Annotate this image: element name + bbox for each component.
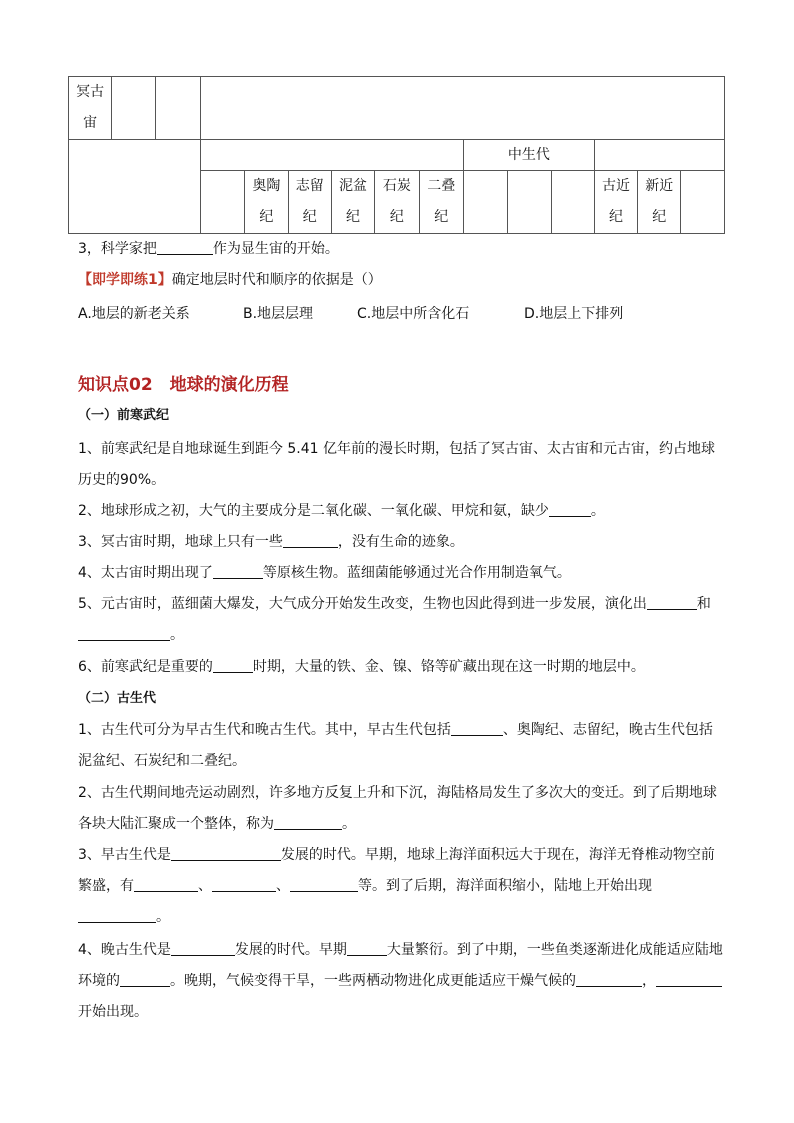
table-cell (463, 171, 507, 234)
table-cell (508, 171, 551, 234)
paragraph-4: 4、晚古生代是 发展的时代。早期 大量繁衍。到了中期，一些鱼类逐渐进化成能适应陆地环境的 。晚期，气候变得干旱，一些两栖动物进化成更能适应干燥气候的 ，开始出现。 (78, 942, 723, 1020)
table-cell (200, 171, 244, 234)
answer-blank[interactable] (157, 240, 213, 255)
paragraph-3: 3、冥古宙时期，地球上只有一些 ，没有生命的迹象。 (78, 534, 464, 550)
answer-blank[interactable] (134, 877, 198, 892)
table-cell (69, 140, 201, 234)
answer-blank[interactable] (549, 502, 591, 517)
answer-blank[interactable] (120, 972, 170, 987)
table-cell-period: 志留纪 (288, 171, 331, 234)
answer-blank[interactable] (213, 564, 263, 579)
option-d[interactable]: D.地层上下排列 (524, 306, 624, 322)
option-c[interactable]: C.地层中所含化石 (357, 306, 470, 322)
table-cell (112, 77, 155, 140)
table-cell-era: 中生代 (463, 140, 594, 171)
answer-blank[interactable] (647, 595, 697, 610)
practice-tag: 【即学即练1】 (78, 272, 172, 288)
geologic-time-table (68, 76, 725, 234)
table-cell (551, 171, 594, 234)
practice-question: 【即学即练1】确定地层时代和顺序的依据是（） (78, 272, 382, 288)
answer-blank[interactable] (78, 626, 170, 641)
table-cell-period: 二叠纪 (419, 171, 463, 234)
table-cell-eon: 冥古宙 (69, 77, 112, 140)
table-cell (200, 140, 463, 171)
answer-blank[interactable] (290, 877, 358, 892)
table-cell-period: 新近纪 (638, 171, 681, 234)
paragraph-2: 2、古生代期间地壳运动剧烈，许多地方反复上升和下沉，海陆格局发生了多次大的变迁。到了后期地球各块大陆汇聚成一个整体，称为 。 (78, 785, 717, 832)
answer-blank[interactable] (283, 533, 338, 548)
subsection-title: （一）前寒武纪 (78, 408, 170, 423)
paragraph-1: 1、古生代可分为早古生代和晚古生代。其中，早古生代包括 、奥陶纪、志留纪，晚古生代包括泥盆纪、石炭纪和二叠纪。 (78, 722, 713, 769)
answer-blank[interactable] (171, 941, 235, 956)
paragraph-4: 4、太古宙时期出现了 等原核生物。蓝细菌能够通过光合作用制造氧气。 (78, 565, 571, 581)
paragraph-2: 2、地球形成之初，大气的主要成分是二氧化碳、一氧化碳、甲烷和氨，缺少 。 (78, 503, 605, 519)
table-cell-period: 古近纪 (594, 171, 637, 234)
table-cell (200, 77, 724, 140)
answer-blank[interactable] (274, 815, 342, 830)
subsection-title: （二）古生代 (78, 691, 157, 706)
table-cell-period: 奥陶纪 (245, 171, 288, 234)
paragraph-1: 1、前寒武纪是自地球诞生到距今 5.41 亿年前的漫长时期，包括了冥古宙、太古宙和元古宙，约占地球历史的90%。 (78, 441, 715, 488)
answer-blank[interactable] (78, 908, 156, 923)
answer-blank[interactable] (171, 846, 281, 861)
paragraph-5: 5、元古宙时，蓝细菌大爆发，大气成分开始发生改变，生物也因此得到进一步发展，演化出 和。 (78, 596, 711, 643)
section-heading: 知识点02 地球的演化历程 (78, 375, 289, 395)
table-cell (155, 77, 200, 140)
paragraph-6: 6、前寒武纪是重要的 时期，大量的铁、金、镍、铬等矿藏出现在这一时期的地层中。 (78, 659, 645, 675)
table-cell-period: 泥盆纪 (331, 171, 374, 234)
option-a[interactable]: A.地层的新老关系 (78, 306, 190, 322)
answer-blank[interactable] (576, 972, 642, 987)
answer-blank[interactable] (212, 877, 276, 892)
table-cell (594, 140, 724, 171)
question-3: 3，科学家把 作为显生宙的开始。 (78, 241, 339, 257)
paragraph-3: 3、早古生代是 发展的时代。早期，地球上海洋面积远大于现在，海洋无脊椎动物空前繁盛，有 、 、 等。到了后期，海洋面积缩小，陆地上开始出现。 (78, 847, 715, 925)
table-cell-period: 石炭纪 (375, 171, 419, 234)
answer-blank[interactable] (656, 972, 722, 987)
table-cell (681, 171, 725, 234)
answer-blank[interactable] (451, 721, 503, 736)
answer-blank[interactable] (213, 658, 253, 673)
answer-blank[interactable] (347, 941, 387, 956)
option-b[interactable]: B.地层层理 (243, 306, 314, 322)
